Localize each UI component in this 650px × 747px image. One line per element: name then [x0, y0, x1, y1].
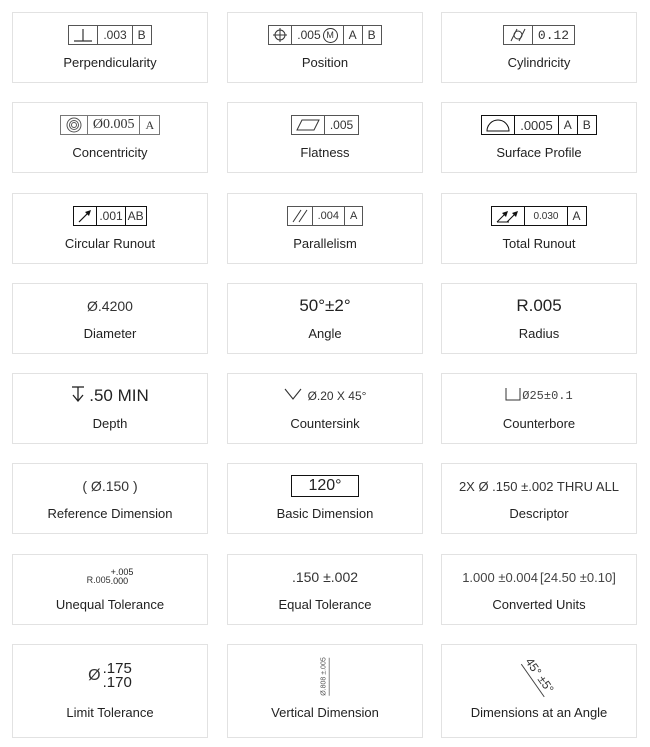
card-limit-tolerance [12, 644, 208, 738]
card-label: Equal Tolerance [278, 597, 372, 612]
datum-a: A [139, 116, 159, 134]
tolerance-value: 0.030 [524, 207, 566, 225]
card-surface-profile [441, 102, 637, 173]
datum-b: B [577, 116, 596, 134]
card-circular-runout [12, 193, 208, 264]
concentricity-icon [61, 116, 87, 134]
parallelism-icon [288, 207, 312, 225]
upper-limit: .175 [102, 660, 132, 677]
tolerance-value: .005 M [291, 26, 342, 44]
perpendicularity-icon [69, 26, 97, 44]
basic-value: 120° [291, 475, 358, 497]
countersink-value: Ø.20 X 45° [307, 389, 367, 403]
card-label: Descriptor [509, 506, 569, 521]
feature-control-frame [287, 206, 364, 226]
feature-control-frame [68, 25, 151, 45]
card-equal-tolerance [227, 554, 423, 625]
descriptor-value: 2X Ø .150 ±.002 THRU ALL [458, 478, 620, 494]
flatness-icon [292, 116, 324, 134]
card-converted-units [441, 554, 637, 625]
feature-control-frame [503, 25, 575, 45]
card-label: Concentricity [72, 145, 148, 160]
card-label: Cylindricity [507, 55, 571, 70]
card-label: Perpendicularity [63, 55, 157, 70]
limit-values [103, 662, 132, 690]
circular-runout-icon [74, 207, 96, 225]
card-descriptor [441, 463, 637, 534]
card-label: Basic Dimension [276, 506, 374, 521]
diameter-symbol: Ø [88, 667, 101, 684]
cylindricity-icon [504, 26, 532, 44]
card-label: Dimensions at an Angle [470, 705, 608, 720]
lower-limit: .170 [102, 674, 132, 691]
tolerance-value: .004 [312, 207, 344, 225]
card-label: Depth [92, 416, 128, 431]
feature-control-frame [491, 206, 586, 226]
feature-control-frame [268, 25, 381, 45]
card-dimensions-at-angle [441, 644, 637, 738]
card-position [227, 12, 423, 83]
vertical-dimension-value: Ø.808 ±.005 [320, 656, 328, 696]
card-label: Flatness [300, 145, 350, 160]
card-diameter [12, 283, 208, 354]
lower-tolerance: .000 [110, 576, 129, 586]
card-label: Limit Tolerance [66, 705, 154, 720]
total-runout-icon [492, 207, 524, 225]
depth-icon [71, 386, 85, 407]
datum-a: A [343, 26, 362, 44]
datum-a: A [558, 116, 577, 134]
diameter-value: Ø.4200 [87, 298, 133, 314]
card-reference-dimension [12, 463, 208, 534]
datum-a: A [344, 207, 362, 225]
tolerance-value: .0005 [514, 116, 558, 134]
radius-value: R.005 [516, 296, 562, 315]
mmc-modifier-icon: M [323, 28, 338, 43]
card-label: Angle [308, 326, 342, 341]
feature-control-frame [73, 206, 146, 226]
tolerance-value: .003 [97, 26, 131, 44]
angle-value: 50°±2° [299, 296, 351, 315]
card-label: Reference Dimension [47, 506, 173, 521]
card-total-runout [441, 193, 637, 264]
card-countersink [227, 373, 423, 444]
surface-profile-icon [482, 116, 514, 134]
tolerance-value: .005 [324, 116, 358, 134]
upper-tolerance: +.005 [110, 567, 134, 577]
card-label: Counterbore [502, 416, 576, 431]
card-label: Converted Units [492, 597, 586, 612]
card-label: Total Runout [502, 236, 576, 251]
card-label: Surface Profile [496, 145, 582, 160]
datum-a: A [567, 207, 586, 225]
reference-value: ( Ø.150 ) [82, 478, 138, 494]
unequal-limits [111, 568, 134, 586]
card-basic-dimension [227, 463, 423, 534]
depth-value: .50 MIN [89, 386, 149, 405]
counterbore-value: Ø25±0.1 [522, 389, 573, 403]
card-label: Radius [518, 326, 560, 341]
feature-control-frame [60, 115, 160, 135]
card-flatness [227, 102, 423, 173]
card-label: Vertical Dimension [271, 705, 379, 720]
feature-control-frame [481, 115, 597, 135]
tolerance-value: 0.12 [532, 26, 574, 44]
card-radius [441, 283, 637, 354]
card-label: Unequal Tolerance [55, 597, 165, 612]
card-label: Diameter [83, 326, 137, 341]
card-unequal-tolerance [12, 554, 208, 625]
card-label: Position [301, 55, 349, 70]
card-parallelism [227, 193, 423, 264]
converted-units-value: [24.50 ±0.10] [540, 569, 616, 585]
countersink-icon [284, 387, 302, 405]
datum-ab: AB [125, 207, 146, 225]
counterbore-icon [505, 387, 521, 406]
card-label: Circular Runout [64, 236, 156, 251]
card-concentricity [12, 102, 208, 173]
feature-control-frame [291, 115, 359, 135]
position-icon [269, 26, 291, 44]
datum-b: B [132, 26, 151, 44]
card-label: Parallelism [293, 236, 357, 251]
primary-units-value: 1.000 ±0.004 [462, 569, 538, 585]
tolerance-value: .001 [96, 207, 124, 225]
card-label: Countersink [290, 416, 360, 431]
card-perpendicularity [12, 12, 208, 83]
datum-b: B [362, 26, 381, 44]
angled-dimension-value: 45° ±5° [522, 655, 557, 696]
card-vertical-dimension [227, 644, 423, 738]
card-angle [227, 283, 423, 354]
equal-tolerance-value: .150 ±.002 [291, 569, 359, 585]
card-counterbore [441, 373, 637, 444]
card-cylindricity [441, 12, 637, 83]
unequal-base-value: R.005 [86, 575, 111, 585]
card-depth [12, 373, 208, 444]
tolerance-value: Ø0.005 [87, 116, 140, 134]
